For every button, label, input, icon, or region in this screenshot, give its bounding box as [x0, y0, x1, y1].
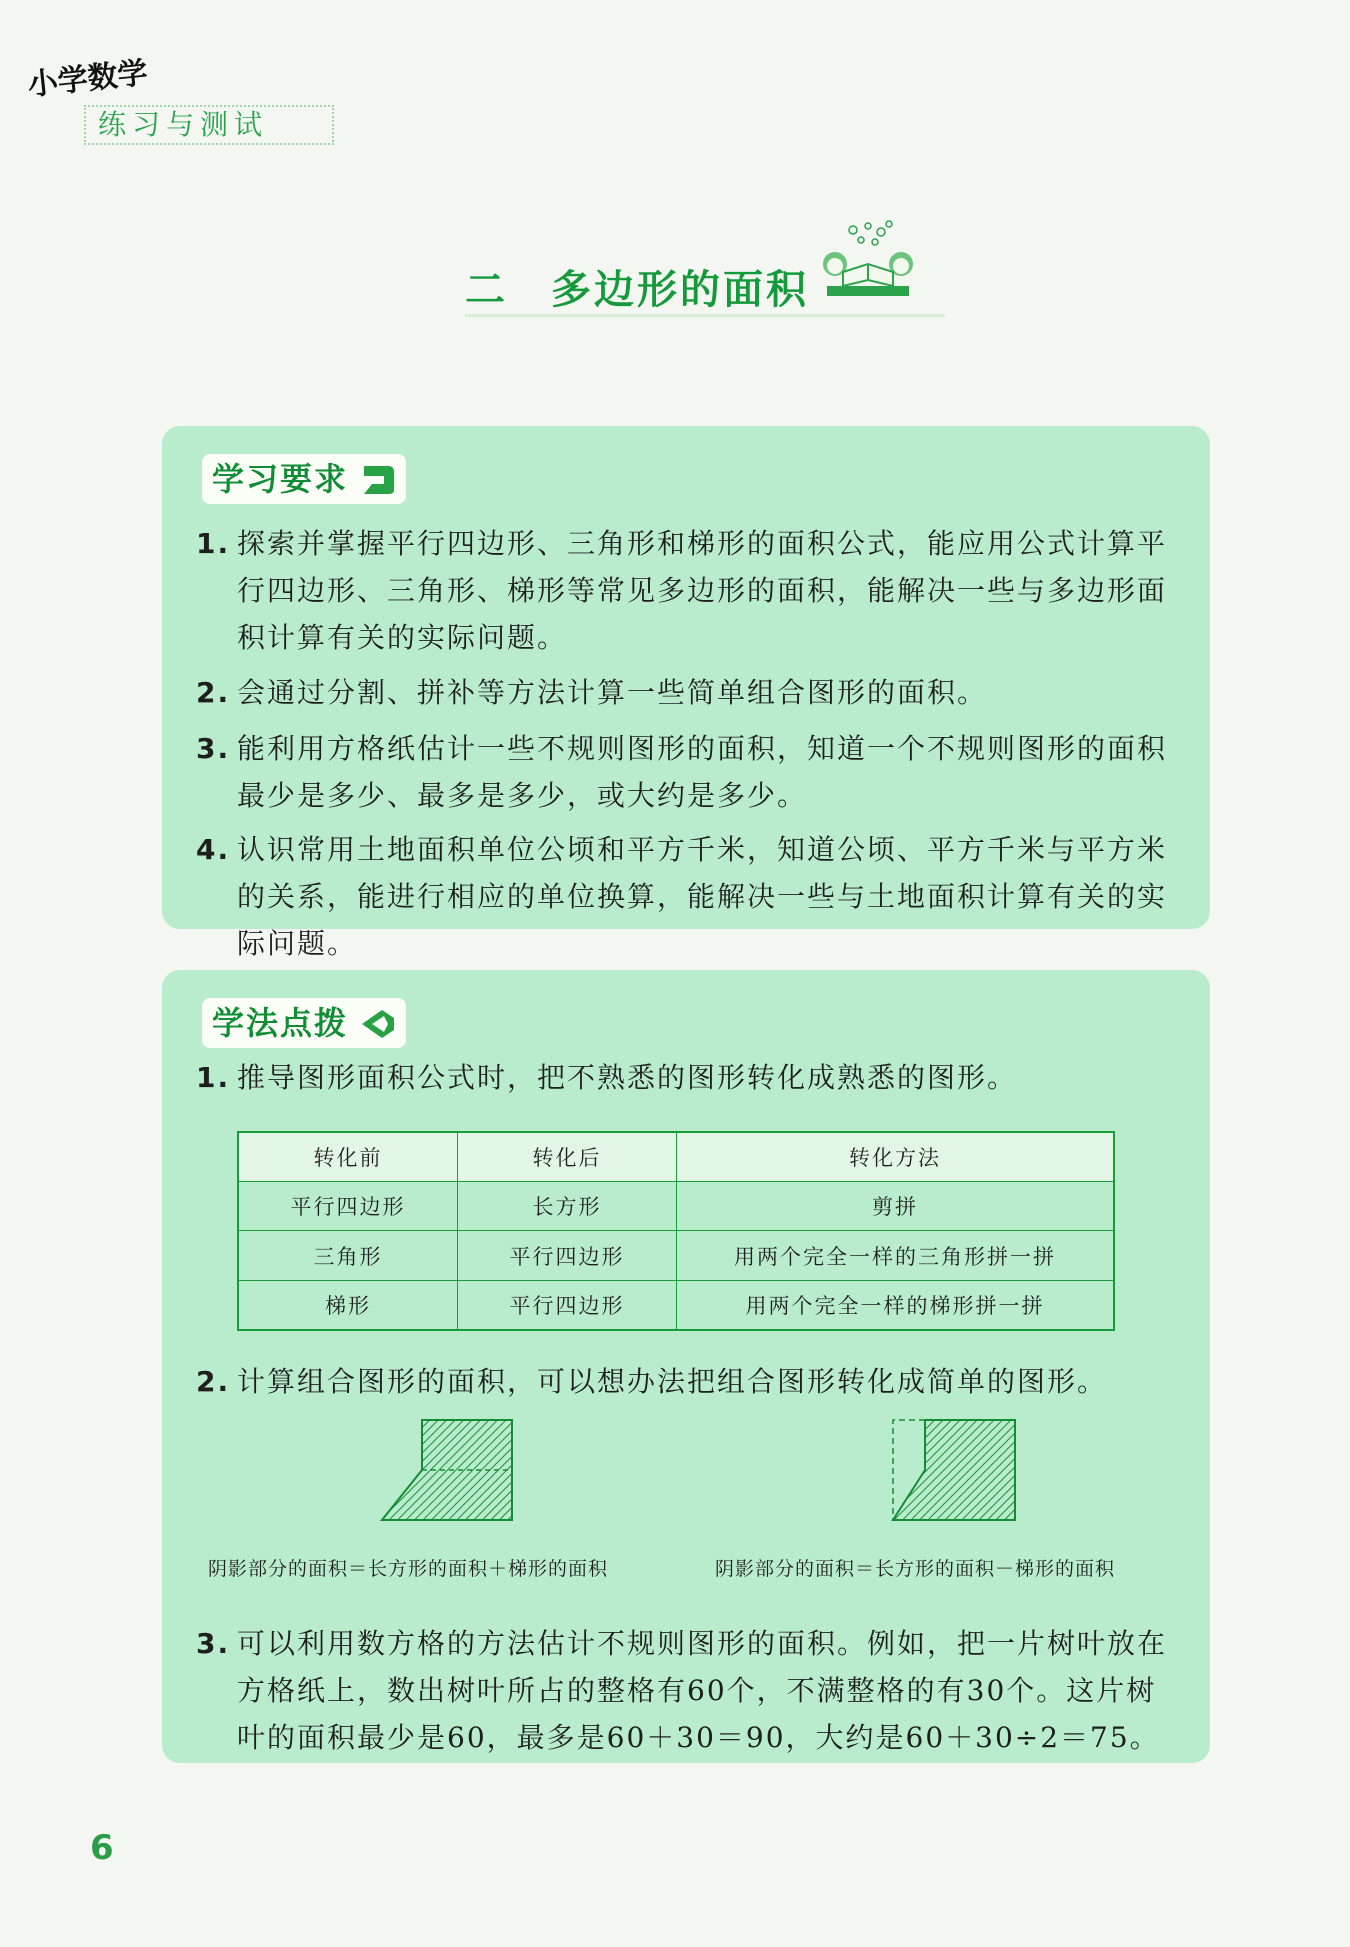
chapter-heading [465, 258, 945, 317]
figure-caption-sum: 阴影部分的面积＝长方形的面积＋梯形的面积 [208, 1558, 609, 1580]
item-text: 会通过分割、拼补等方法计算一些简单组合图形的面积。 [237, 676, 988, 709]
methods-tag [202, 998, 406, 1048]
requirement-item [196, 725, 1186, 819]
item-text: 探索并掌握平行四边形、三角形和梯形的面积公式，能应用公式计算平行四边形、三角形、梯形等常见多边形的面积，能解决一些与多边形面积计算有关的实际问题。 [237, 527, 1168, 654]
method-item [196, 1358, 1186, 1405]
kids-reading-book-icon [813, 220, 923, 300]
item-number: 2. [196, 676, 231, 709]
bookmark-icon [358, 460, 398, 498]
pencil-icon [358, 1004, 398, 1042]
item-text: 推导图形面积公式时，把不熟悉的图形转化成熟悉的图形。 [237, 1061, 1018, 1094]
table-cell: 用两个完全一样的三角形拼一拼 [677, 1231, 1115, 1280]
chapter-title: 二 多边形的面积 [465, 266, 809, 313]
methods-tag-label: 学法点拨 [212, 1004, 349, 1042]
item-text: 计算组合图形的面积，可以想办法把组合图形转化成简单的图形。 [237, 1365, 1108, 1398]
table-cell: 长方形 [458, 1182, 677, 1231]
item-number: 2. [196, 1365, 231, 1398]
method-item [196, 1620, 1186, 1761]
book-subtitle: 练习与测试 [84, 105, 334, 145]
table-cell: 平行四边形 [238, 1182, 458, 1231]
composite-figure-sum [380, 1418, 520, 1528]
table-row [238, 1182, 1114, 1231]
table-cell: 剪拼 [677, 1182, 1115, 1231]
book-title: 小学数学 [26, 55, 150, 104]
table-header: 转化前 [238, 1132, 458, 1182]
item-text: 认识常用土地面积单位公顷和平方千米，知道公顷、平方千米与平方米的关系，能进行相应的单位换算，能解决一些与土地面积计算有关的实际问题。 [237, 833, 1168, 960]
requirement-item [196, 520, 1186, 661]
item-text: 能利用方格纸估计一些不规则图形的面积，知道一个不规则图形的面积最少是多少、最多是多少，或大约是多少。 [237, 732, 1168, 812]
requirements-panel [162, 426, 1210, 960]
table-cell: 平行四边形 [458, 1280, 677, 1330]
composite-figure-difference [885, 1418, 1025, 1528]
table-cell: 平行四边形 [458, 1231, 677, 1280]
item-number: 3. [196, 1627, 231, 1660]
methods-panel [162, 970, 1210, 1763]
table-cell: 三角形 [238, 1231, 458, 1280]
requirement-item [196, 826, 1186, 967]
item-number: 1. [196, 527, 231, 560]
method-item [196, 1054, 1186, 1101]
table-header: 转化后 [458, 1132, 677, 1182]
conversion-table [237, 1131, 1115, 1331]
table-header: 转化方法 [677, 1132, 1115, 1182]
requirements-tag [202, 454, 406, 504]
requirements-tag-label: 学习要求 [212, 460, 349, 498]
table-cell: 用两个完全一样的梯形拼一拼 [677, 1280, 1115, 1330]
item-number: 3. [196, 732, 231, 765]
item-number: 4. [196, 833, 231, 866]
table-cell: 梯形 [238, 1280, 458, 1330]
page-number: 6 [90, 1828, 114, 1868]
item-text: 可以利用数方格的方法估计不规则图形的面积。例如，把一片树叶放在方格纸上，数出树叶所占的整格有60个，不满整格的有30个。这片树叶的面积最少是60，最多是60＋30＝90，大约是60＋30÷2＝75。 [237, 1627, 1168, 1754]
item-number: 1. [196, 1061, 231, 1094]
figure-caption-difference: 阴影部分的面积＝长方形的面积－梯形的面积 [715, 1558, 1116, 1580]
table-row [238, 1280, 1114, 1330]
requirement-item [196, 669, 1186, 716]
table-row [238, 1231, 1114, 1280]
table-header-row [238, 1132, 1114, 1182]
